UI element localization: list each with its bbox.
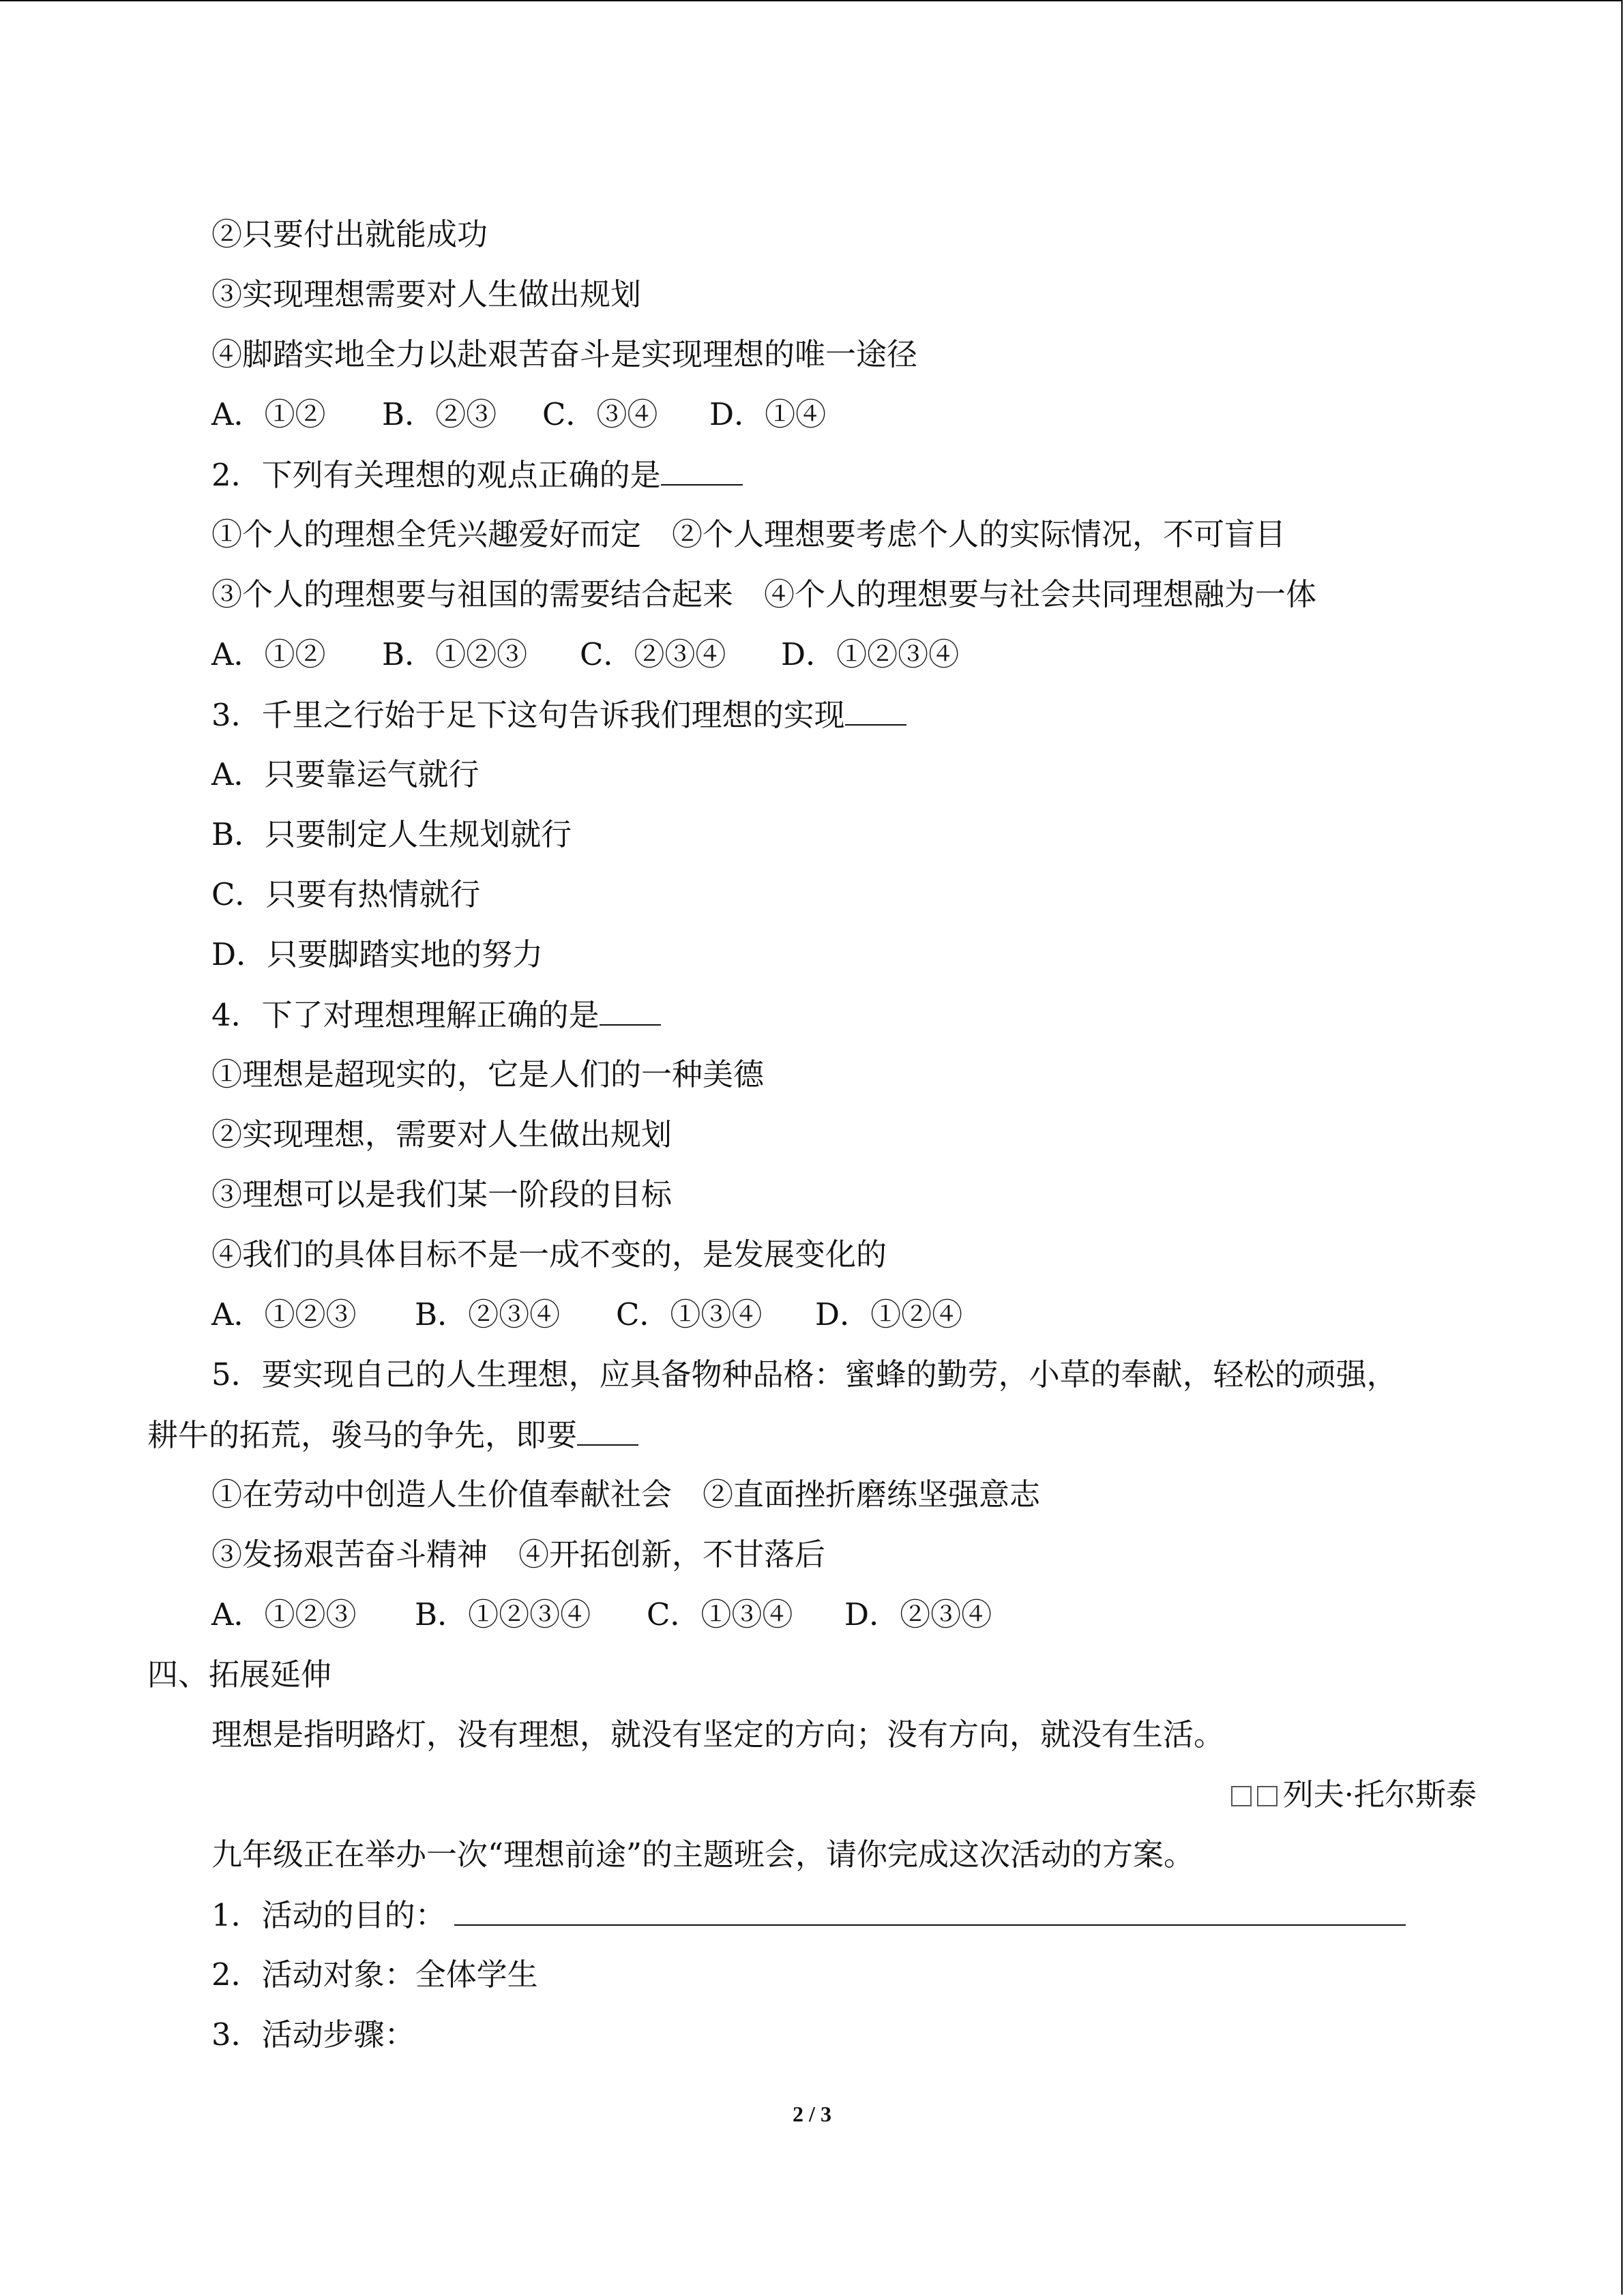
task-1 (211, 1894, 1406, 1936)
q4-statement-4: ④我们的具体目标不是一成不变的，是发展变化的 (211, 1236, 887, 1272)
quote-author: 列夫·托尔斯泰 (1282, 1776, 1477, 1813)
q3-choice-c: C．只要有热情就行 (211, 876, 481, 912)
q3-choice-b: B．只要制定人生规划就行 (211, 816, 572, 852)
q1-option-3: ③实现理想需要对人生做出规划 (211, 276, 642, 312)
q5-stem-line-2 (147, 1414, 638, 1456)
task-intro: 九年级正在举办一次“理想前途”的主题班会，请你完成这次活动的方案。 (211, 1836, 1195, 1873)
page-number: 2 / 3 (793, 2102, 831, 2126)
placeholder-box-icon (1231, 1786, 1252, 1806)
q4-choice-c: C．①③④ (616, 1296, 763, 1332)
placeholder-box-icon (1257, 1786, 1278, 1806)
quote-attribution (1231, 1774, 1477, 1815)
q2-choice-b: B．①②③ (382, 636, 528, 672)
q1-choice-c: C．③④ (542, 396, 658, 432)
q1-choice-d: D．①④ (709, 396, 827, 432)
q3-choice-a: A．只要靠运气就行 (211, 756, 479, 792)
task-3: 3．活动步骤： (211, 2016, 415, 2053)
section-4-heading: 四、拓展延伸 (147, 1656, 332, 1693)
q2-answer-blank[interactable] (661, 454, 743, 486)
q2-statements-2: ③个人的理想要与祖国的需要结合起来 ④个人的理想要与社会共同理想融为一体 (211, 576, 1317, 612)
q2-statements-1: ①个人的理想全凭兴趣爱好而定 ②个人理想要考虑个人的实际情况，不可盲目 (211, 516, 1286, 552)
q5-choice-b: B．①②③④ (415, 1596, 591, 1632)
q5-statements-1: ①在劳动中创造人生价值奉献社会 ②直面挫折磨练坚强意志 (211, 1476, 1041, 1512)
q5-stem-line-1: 5．要实现自己的人生理想，应具备物种品格：蜜蜂的勤劳，小草的奉献，轻松的顽强， (211, 1356, 1398, 1392)
q3-answer-blank[interactable] (845, 694, 906, 726)
q3-choice-d: D．只要脚踏实地的努力 (211, 936, 544, 972)
q1-choice-b: B．②③ (382, 396, 497, 432)
q2-stem-text: 2．下列有关理想的观点正确的是 (211, 457, 661, 493)
q4-stem (211, 994, 661, 1036)
q5-choices (211, 1594, 992, 1635)
q4-stem-text: 4．下了对理想理解正确的是 (211, 997, 600, 1033)
q2-choices (211, 634, 959, 675)
q3-stem (211, 694, 906, 736)
q2-choice-a: A．①② (211, 636, 326, 672)
q4-choices (211, 1294, 962, 1335)
q1-option-4: ④脚踏实地全力以赴艰苦奋斗是实现理想的唯一途径 (211, 336, 918, 372)
quote-text: 理想是指明路灯，没有理想，就没有坚定的方向；没有方向，就没有生活。 (211, 1716, 1225, 1753)
q4-statement-3: ③理想可以是我们某一阶段的目标 (211, 1176, 673, 1212)
q2-choice-d: D．①②③④ (781, 636, 960, 672)
q4-choice-a: A．①②③ (211, 1296, 357, 1332)
q3-stem-text: 3．千里之行始于足下这句告诉我们理想的实现 (211, 697, 845, 733)
q5-statements-2: ③发扬艰苦奋斗精神 ④开拓创新，不甘落后 (211, 1536, 826, 1572)
q5-choice-c: C．①③④ (647, 1596, 793, 1632)
q1-choice-a: A．①② (211, 396, 326, 432)
q2-choice-c: C．②③④ (580, 636, 726, 672)
q1-option-2: ②只要付出就能成功 (211, 216, 488, 252)
q4-statement-1: ①理想是超现实的，它是人们的一种美德 (211, 1056, 765, 1092)
q5-stem-text: 耕牛的拓荒，骏马的争先，即要 (147, 1417, 578, 1453)
task-2: 2．活动对象：全体学生 (211, 1956, 538, 1993)
q2-stem (211, 454, 743, 496)
q4-statement-2: ②实现理想，需要对人生做出规划 (211, 1116, 673, 1152)
q4-answer-blank[interactable] (600, 994, 661, 1026)
q1-choices (211, 394, 826, 435)
q5-choice-a: A．①②③ (211, 1596, 357, 1632)
q4-choice-d: D．①②④ (815, 1296, 963, 1332)
task-1-answer-line[interactable] (454, 1894, 1406, 1926)
q4-choice-b: B．②③④ (415, 1296, 561, 1332)
q5-choice-d: D．②③④ (844, 1596, 992, 1632)
q5-answer-blank[interactable] (577, 1414, 638, 1446)
task-1-label: 1．活动的目的： (211, 1897, 446, 1933)
